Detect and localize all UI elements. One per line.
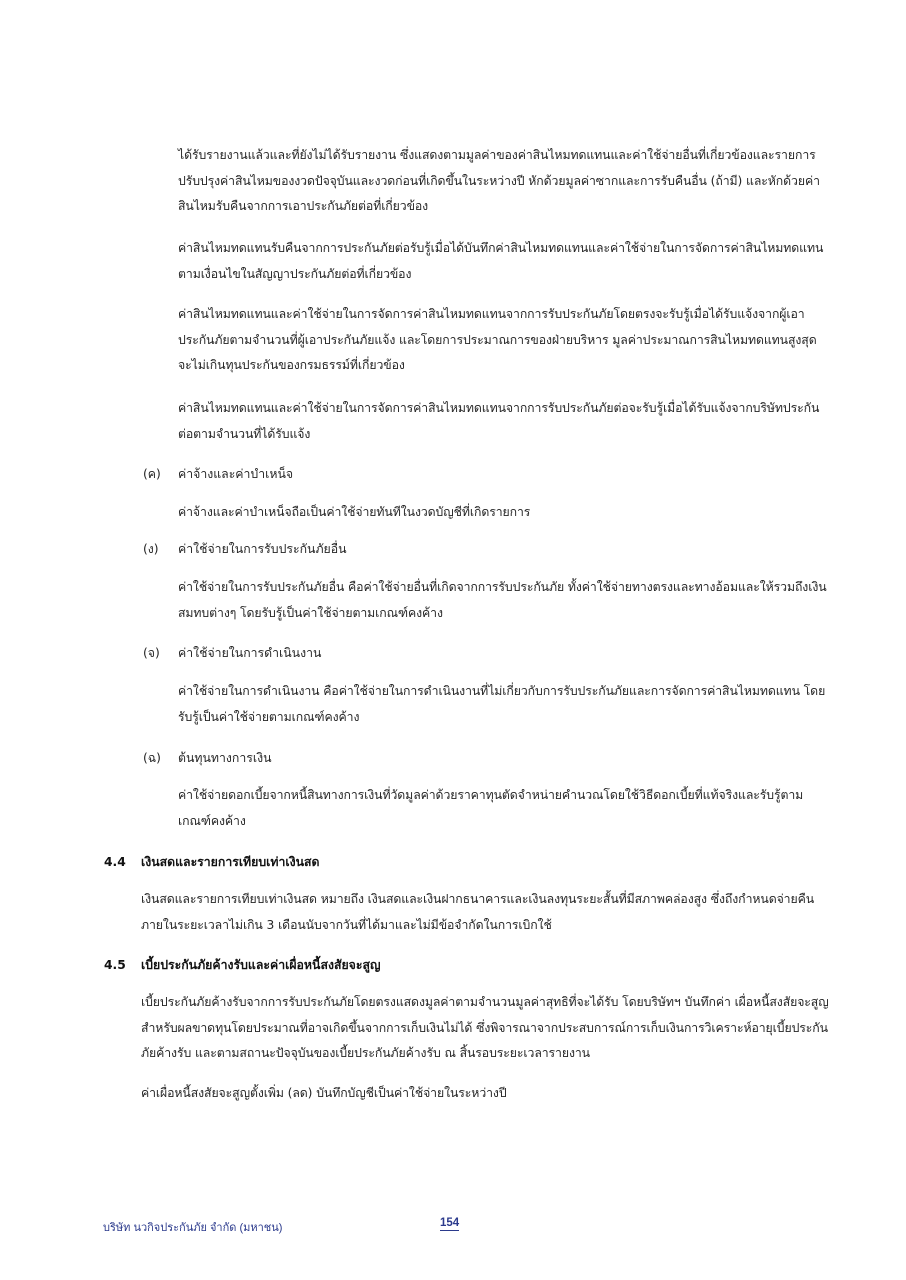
item-title-operating-expenses: ค่าใช้จ่ายในการดำเนินงาน: [178, 646, 322, 660]
item-body-finance-costs: ค่าใช้จ่ายดอกเบี้ยจากหนี้สินทางการเงินที่วัดมูลค่าด้วยราคาทุนตัดจำหน่ายคำนวณโดยใช้วิธีดอกเบี้ยที่แท้จริงและรับรู้ตามเกณฑ์คงค้าง: [178, 788, 804, 828]
section-body-allowance: ค่าเผื่อหนี้สงสัยจะสูญตั้งเพิ่ม (ลด) บันทึกบัญชีเป็นค่าใช้จ่ายในระหว่างปี: [141, 1086, 507, 1100]
section-title-cash: เงินสดและรายการเทียบเท่าเงินสด: [141, 855, 320, 869]
section-number-4-5: 4.5: [104, 958, 126, 972]
item-marker-e: (จ): [143, 646, 160, 660]
section-title-premium-receivable: เบี้ยประกันภัยค้างรับและค่าเผื่อหนี้สงสัยจะสูญ: [141, 958, 381, 972]
footer-page-number: 154: [440, 1217, 460, 1229]
item-body-commissions: ค่าจ้างและค่าบำเหน็จถือเป็นค่าใช้จ่ายทันทีในงวดบัญชีที่เกิดรายการ: [178, 505, 531, 519]
item-body-other-underwriting: ค่าใช้จ่ายในการรับประกันภัยอื่น คือค่าใช้จ่ายอื่นที่เกิดจากการรับประกันภัย ทั้งค่าใช้จ่ายทางตรงและทางอ้อมและให้รวมถึงเงินสมทบต่างๆ โดยรับรู้เป็นค่าใช้จ่ายตามเกณฑ์คงค้าง: [178, 580, 827, 620]
item-title-commissions: ค่าจ้างและค่าบำเหน็จ: [178, 467, 294, 481]
section-body-premium-receivable: เบี้ยประกันภัยค้างรับจากการรับประกันภัยโดยตรงแสดงมูลค่าตามจำนวนมูลค่าสุทธิที่จะได้รับ โดยบริษัทฯ บันทึกค่า เผื่อหนี้สงสัยจะสูญสำหรับผลขาดทุนโดยประมาณที่อาจเกิดขึ้นจากการเก็บเงินไม่ได้ ซึ่งพิจารณาจากประสบการณ์การเก็บเงินการวิเคราะห์อายุเบี้ยประกันภัยค้างรับ และตามสถานะปัจจุบันของเบี้ยประกันภัยค้างรับ ณ สิ้นรอบระยะเวลารายงาน: [141, 995, 829, 1060]
item-marker-d: (ง): [143, 542, 159, 556]
section-number-4-4: 4.4: [104, 855, 126, 869]
item-title-finance-costs: ต้นทุนทางการเงิน: [178, 751, 272, 765]
paragraph-claims-recognition: ได้รับรายงานแล้วและที่ยังไม่ได้รับรายงาน ซึ่งแสดงตามมูลค่าของค่าสินไหมทดแทนและค่าใช้จ่ายอื่นที่เกี่ยวข้องและรายการปรับปรุงค่าสินไหมของงวดปัจจุบันและงวดก่อนที่เกิดขึ้นในระหว่างปี หักด้วยมูลค่าซากและการรับคืนอื่น (ถ้ามี) และหักด้วยค่าสินไหมรับคืนจากการเอาประกันภัยต่อที่เกี่ยวข้อง: [178, 148, 820, 213]
paragraph-inward-reinsurance-claims: ค่าสินไหมทดแทนและค่าใช้จ่ายในการจัดการค่าสินไหมทดแทนจากการรับประกันภัยต่อจะรับรู้เมื่อได้รับแจ้งจากบริษัทประกันต่อตามจำนวนที่ได้รับแจ้ง: [178, 401, 820, 441]
section-body-cash: เงินสดและรายการเทียบเท่าเงินสด หมายถึง เงินสดและเงินฝากธนาคารและเงินลงทุนระยะสั้นที่มีสภาพคล่องสูง ซึ่งถึงกำหนดจ่ายคืนภายในระยะเวลาไม่เกิน 3 เดือนนับจากวันที่ได้มาและไม่มีข้อจำกัดในการเบิกใช้: [141, 892, 815, 932]
item-body-operating-expenses: ค่าใช้จ่ายในการดำเนินงาน คือค่าใช้จ่ายในการดำเนินงานที่ไม่เกี่ยวกับการรับประกันภัยและการจัดการค่าสินไหมทดแทน โดยรับรู้เป็นค่าใช้จ่ายตามเกณฑ์คงค้าง: [178, 684, 826, 724]
footer-company-name: บริษัท นวกิจประกันภัย จำกัด (มหาชน): [103, 1222, 283, 1234]
item-marker-f: (ฉ): [143, 751, 161, 765]
paragraph-direct-claims: ค่าสินไหมทดแทนและค่าใช้จ่ายในการจัดการค่าสินไหมทดแทนจากการรับประกันภัยโดยตรงจะรับรู้เมื่อได้รับแจ้งจากผู้เอาประกันภัยตามจำนวนที่ผู้เอาประกันภัยแจ้ง และโดยการประมาณการของฝ่ายบริหาร มูลค่าประมาณการสินไหมทดแทนสูงสุดจะไม่เกินทุนประกันของกรมธรรม์ที่เกี่ยวข้อง: [178, 307, 817, 372]
item-marker-c: (ค): [143, 467, 161, 481]
item-title-other-underwriting: ค่าใช้จ่ายในการรับประกันภัยอื่น: [178, 542, 347, 556]
paragraph-reinsurance-recovery: ค่าสินไหมทดแทนรับคืนจากการประกันภัยต่อรับรู้เมื่อได้บันทึกค่าสินไหมทดแทนและค่าใช้จ่ายในการจัดการค่าสินไหมทดแทนตามเงื่อนไขในสัญญาประกันภัยต่อที่เกี่ยวข้อง: [178, 241, 824, 281]
